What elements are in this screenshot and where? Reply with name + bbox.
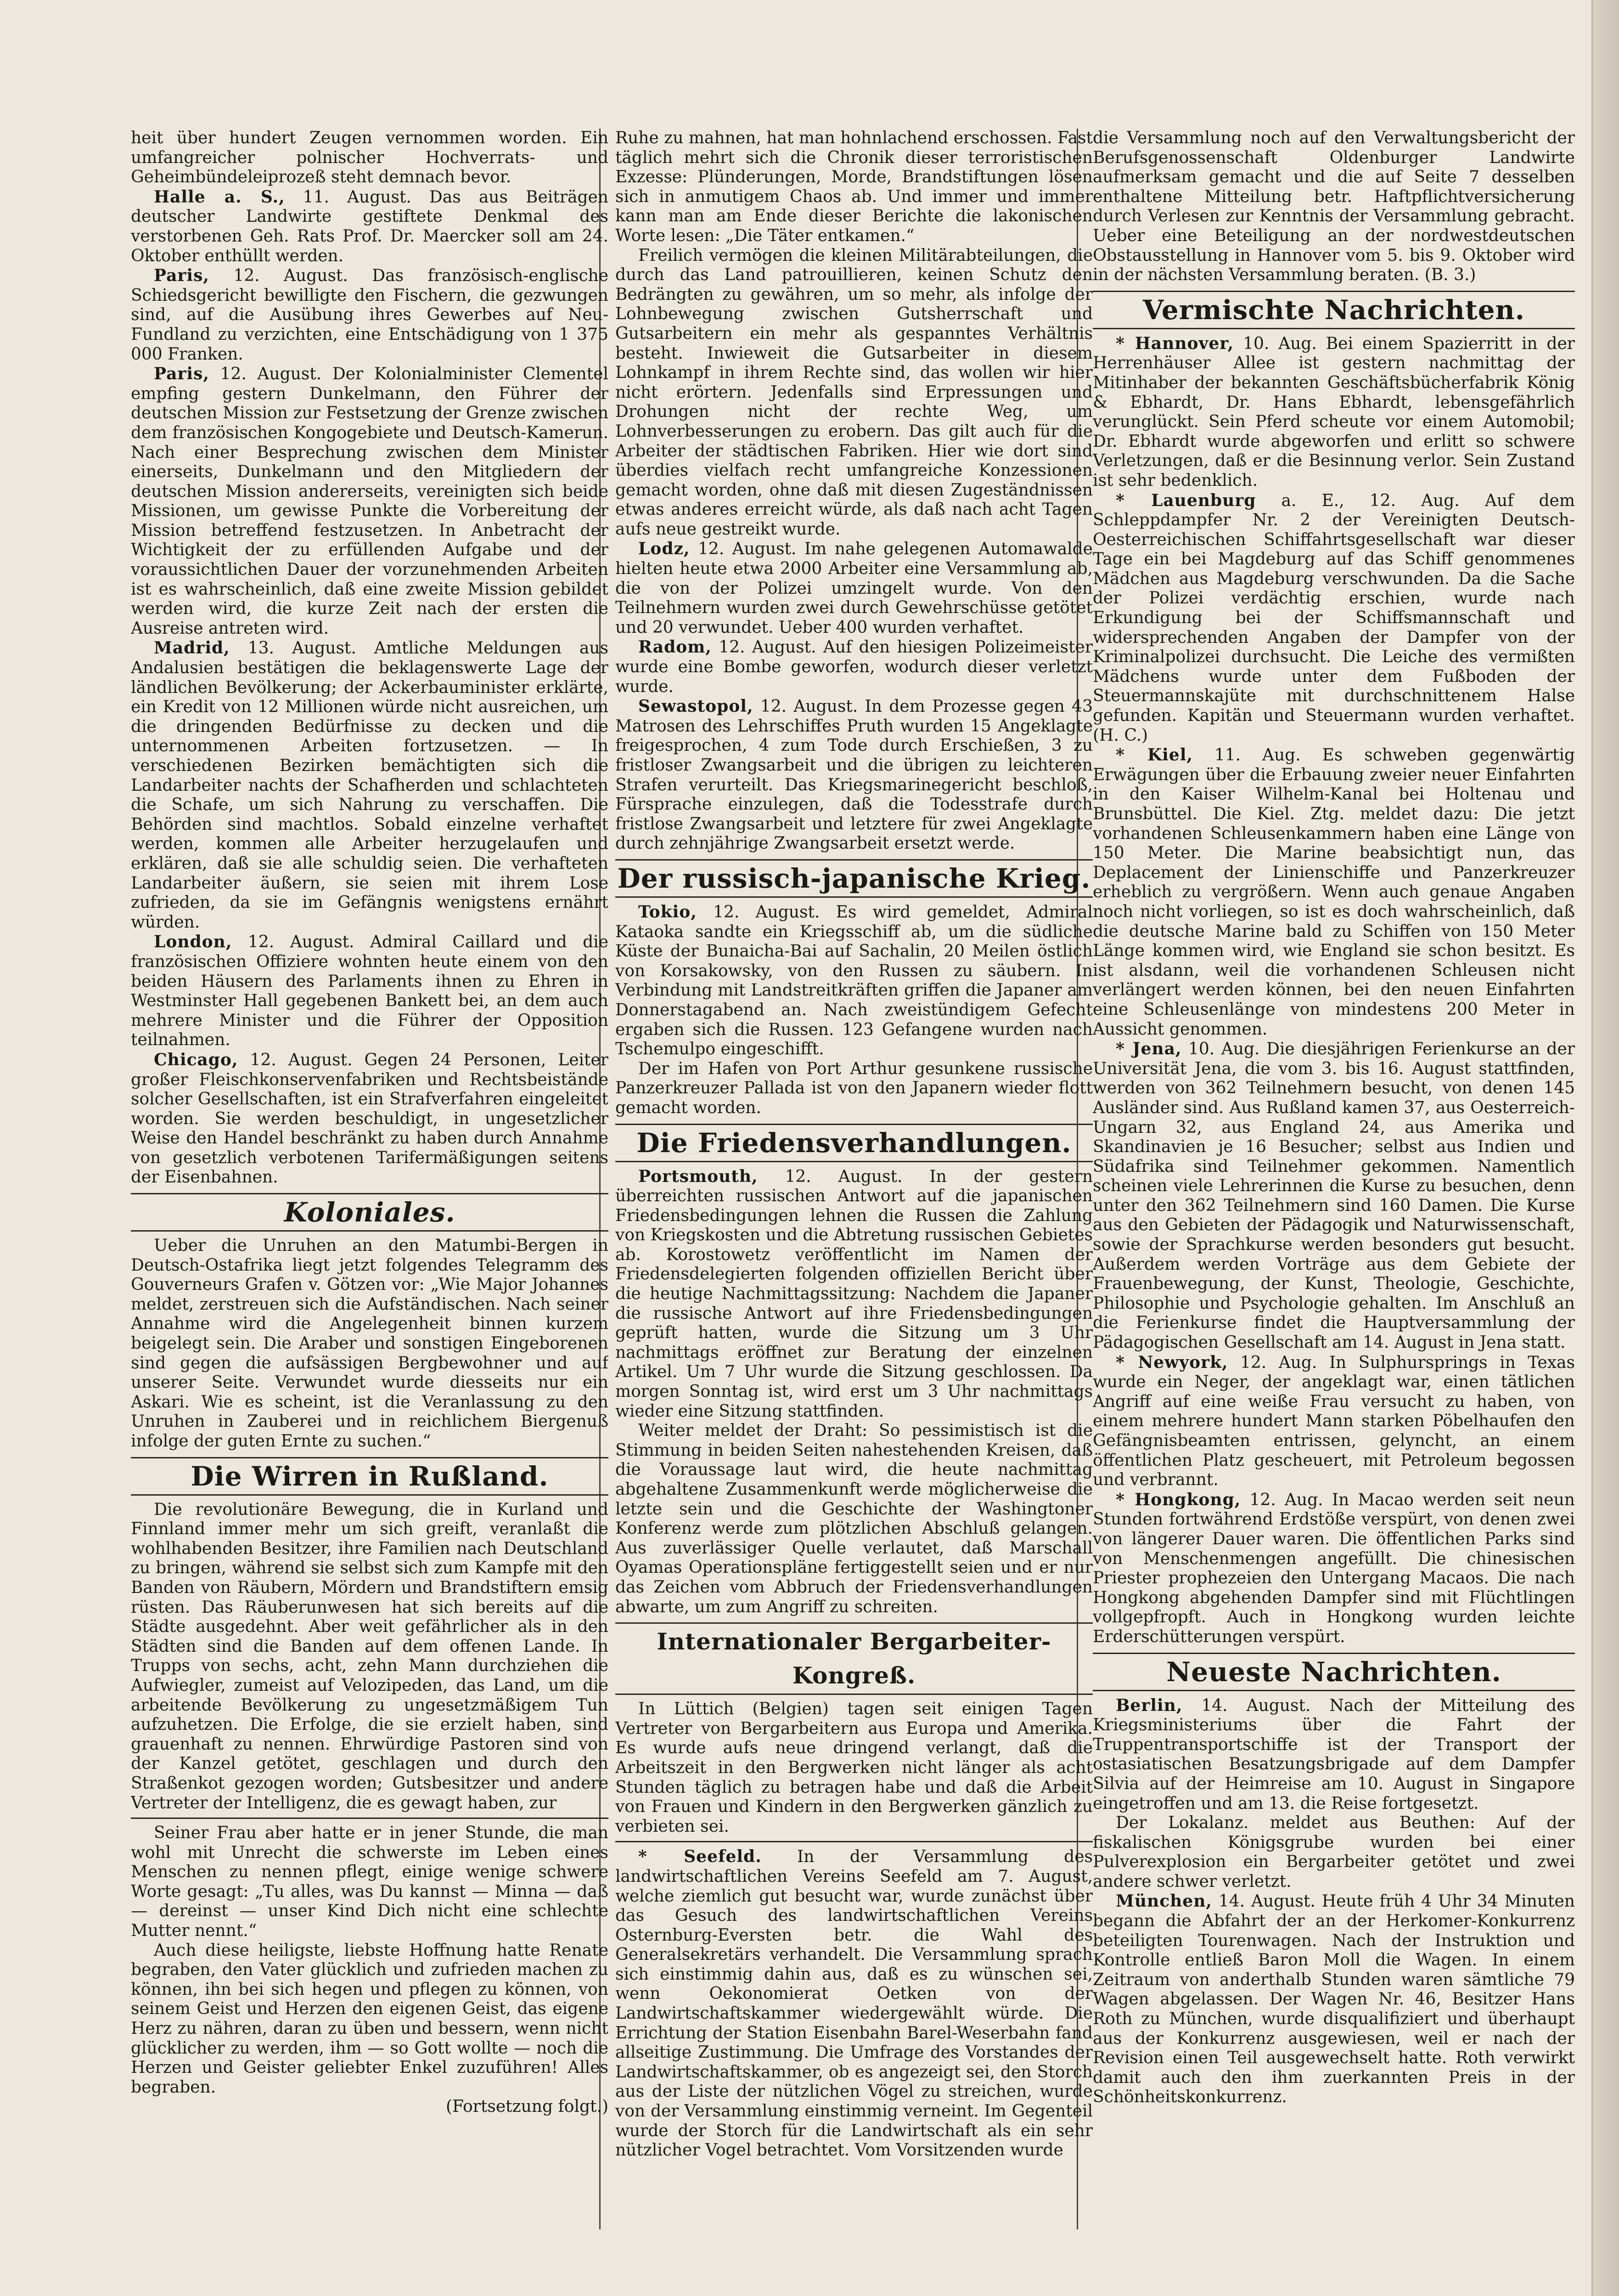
column-2 [615,129,1093,2234]
dateline-place: Paris, [154,266,209,286]
news-text: 10. Aug. Bei einem Spazierritt in der Herrenhäuser Allee ist gestern nachmittag der Mitinhaber der bekannten Geschäftsbücherfabrik König & Ebhardt, Dr. Hans Ebhardt, lebensgefährlich verunglückt. Sein Pferd scheute vor einem Automobil; Dr. Ebhardt wurde abgeworfen und erlitt so schwere Verletzungen, daß er die Besinnung verlor. Sein Zustand ist sehr bedenklich. [1093,334,1575,490]
news-text: 12. August. Gegen 24 Personen, Leiter großer Fleischkonservenfabriken und Rechtsbeistände solcher Gesellschaften, ist ein Strafverfahren eingeleitet worden. Sie werden beschuldigt, in ungesetzlicher Weise den Handel beschränkt zu haben durch Annahme von gesetzlich verbotenen Tarifermäßigungen seitens der Eisenbahnen. [131,1050,608,1187]
news-item-muenchen [1093,1891,1575,2107]
dateline-place: * Hongkong, [1116,1490,1241,1509]
dateline-place: * Kiel, [1116,745,1193,765]
news-text: 12. August. Der Kolonialminister Clementel empfing gestern Dunkelmann, den Führer der deutschen Mission zur Festsetzung der Grenze zwischen dem französischen Kongogebiete und Deutsch-Kamerun. Nach einer Besprechung zwischen dem Minister einerseits, Dunkelmann und den Mitgliedern der deutschen Mission andererseits, vereinigten sich beide Missionen, um gewisse Punkte die Vorbereitung der Mission betreffend festzusetzen. In Anbetracht der Wichtigkeit der zu erfüllenden Aufgabe und der voraussichtlichen Dauer der vorzunehmenden Arbeiten ist es wahrscheinlich, daß eine zweite Mission gebildet werden wird, die kurze Zeit nach der ersten die Ausreise antreten wird. [131,365,608,638]
section-rule [615,1841,1093,1842]
news-item-tokio [615,902,1093,1059]
news-item-paris-2 [131,364,608,638]
news-item-jena [1093,1039,1575,1353]
news-item-chicago [131,1050,608,1187]
feuilleton-rule [131,1818,608,1819]
news-item-kiel [1093,745,1575,1039]
news-item-hongkong [1093,1490,1575,1647]
dateline-place: * Jena, [1116,1039,1182,1059]
news-item-lokalanz: Der Lokalanz. meldet aus Beuthen: Auf der fiskalischen Königsgrube wurden bei einer Pulverexplosion ein Bergarbeiter getötet und zwei andere schwer verletzt. [1093,1813,1575,1891]
dateline-place: Tokio, [638,902,697,922]
news-item-madrid [131,638,608,932]
news-item-london [131,932,608,1050]
article-continuation: die Versammlung noch auf den Verwaltungsbericht der Berufsgenossenschaft Oldenburger Landwirte aufmerksam gemacht und die auf Seite 7 desselben enthaltene Mitteilung betr. Haftpflichtversicherung durch Verlesen zur Kenntnis der Versammlung gebracht. Ueber eine Beteiligung an der nordwestdeutschen Obstausstellung in Hannover vom 5. bis 9. Oktober wird in der nächsten Versammlung beraten. (B. 3.) [1093,129,1575,285]
news-text: 11. August. Das aus Beiträgen deutscher Landwirte gestiftete Denkmal des verstorbenen Geh. Rats Prof. Dr. Maercker soll am 24. Oktober enthüllt werden. [131,187,608,265]
column-1 [131,129,608,2234]
serial-paragraph: Auch diese heiligste, liebste Hoffnung hatte Renate begraben, den Vater glücklich und zufrieden machen zu können, ihn bei sich hegen und pflegen zu können, von seinem Geist und Herzen den eigenen Geist, das eigene Herz zu nähren, daran zu üben und bessern, wenn nicht glücklicher zu werden, ihm — so Gott wollte — noch die Herzen und Geister geliebter Enkel zuzuführen! Alles begraben. [131,1941,608,2097]
page-edge [1591,0,1619,2296]
dateline-place: London, [154,932,232,952]
news-item-lodz [615,539,1093,637]
news-item-hannover [1093,334,1575,491]
news-text: In der Versammlung des landwirtschaftlichen Vereins Seefeld am 7. August, welche ziemlich gut besucht war, wurde zunächst über das Gesuch des landwirtschaftlichen Vereins Osternburg-Eversten betr. die Wahl des Generalsekretärs verhandelt. Die Versammlung sprach sich einstimmig dahin aus, daß es zu wünschen sei, wenn Oekonomierat Oetken von der Landwirtschaftskammer wiedergewählt würde. Die Errichtung der Station Eisenbahn Barel-Weserbahn fand allseitige Zustimmung. Die Umfrage des Vorstandes der Landwirtschaftskammer, ob es angezeigt sei, den Storch aus der Liste der nützlichen Vögel zu streichen, wurde von der Versammlung einstimmig verneint. Im Gegenteil wurde der Storch für die Landwirtschaft als ein sehr nützlicher Vogel betrachtet. Vom Vorsitzenden wurde [615,1847,1093,2160]
news-text: 12. August. Es wird gemeldet, Admiral Kataoka sandte ein Kriegsschiff ab, um die südliche Küste der Bunaicha-Bai auf Sachalin, 20 Meilen östlich von Korsakowsky, von den Russen zu säubern. In Verbindung mit Landstreitkräften griffen die Japaner am Donnerstagabend an. Nach zweistündigem Gefecht ergaben sich die Russen. 123 Gefangene wurden nach Tschemulpo eingeschifft. [615,902,1093,1059]
dateline-place: Lodz, [638,539,690,559]
dateline-place: * Newyork, [1116,1352,1228,1372]
section-heading-vermischte: Vermischte Nachrichten. [1093,291,1575,329]
dateline-place: * Seefeld. [638,1847,762,1867]
news-item-halle [131,187,608,266]
dateline-place: Halle a. S., [154,187,285,207]
news-text: 12. Aug. In Macao werden seit neun Stunden fortwährend Erdstöße verspürt, von denen zwei von längerer Dauer waren. Die öffentlichen Parks sind von Menschenmengen angefüllt. Die chinesischen Priester prophezeien den Untergang Macaos. Die nach Hongkong abgehenden Dampfer sind mit Flüchtlingen vollgepfropft. Auch in Hongkong wurden leichte Erderschütterungen verspürt. [1093,1490,1575,1646]
dateline-place: Paris, [154,364,209,384]
section-heading-krieg: Der russisch-japanische Krieg. [615,859,1093,898]
article-continuation: heit über hundert Zeugen vernommen worden. Ein umfangreicher polnischer Hochverrats- und Geheimbündeleiprozeß steht demnach bevor. [131,129,608,187]
dateline-place: München, [1116,1891,1212,1911]
section-heading-frieden: Die Friedensverhandlungen. [615,1124,1093,1162]
news-text: a. E., 12. Aug. Auf dem Schleppdampfer Nr. 2 der Vereinigten Deutsch-Oesterreichischen Schiffahrtsgesellschaft war dieser Tage ein bei Magdeburg auf das Schiff genommenes Mädchen aus Magdeburg verschwunden. Da die Sache der Polizei verdächtig erschien, wurde nach Erkundigung bei der Schiffsmannschaft und widersprechenden Angaben der Dampfer von der Kriminalpolizei durchsucht. Die Leiche des vermißten Mädchens wurde unter dem Fußboden der Steuermannskajüte mit durchschnittenem Halse gefunden. Kapitän und Steuermann wurden verhaftet. (H. C.) [1093,491,1575,745]
dateline-place: Portsmouth, [638,1166,758,1186]
dateline-place: Radom, [638,637,712,657]
dateline-place: * Lauenburg [1116,490,1256,510]
news-text: 12. August. Auf den hiesigen Polizeimeister wurde eine Bombe geworfen, wodurch dieser verletzt wurde. [615,638,1093,696]
news-text: 11. Aug. Es schweben gegenwärtig Erwägungen über die Erbauung zweier neuer Einfahrten in den Kaiser Wilhelm-Kanal bei Holtenau und Brunsbüttel. Die Kiel. Ztg. meldet dazu: Die jetzt vorhandenen Schleusenkammern haben eine Länge von 150 Meter. Die Marine beabsichtigt nun, das Deplacement der Linienschiffe und Panzerkreuzer erheblich zu vergrößern. Wenn auch genaue Angaben noch nicht vorliegen, so ist es doch wahrscheinlich, daß die deutsche Marine bald zu Schiffen von 150 Meter Länge kommen wird, wie England sie schon besitzt. Es ist alsdann, weil die vorhandenen Schleusen nicht verlängert werden können, bei den neuen Einfahrten eine Schleusenlänge von mindestens 200 Meter in Aussicht genommen. [1093,746,1575,1039]
dateline-place: Berlin, [1116,1695,1183,1715]
dateline-place: Sewastopol, [638,697,753,716]
news-text: 12. August. Admiral Caillard und die französischen Offiziere wohnten heute einem von den beiden Häusern des Parlaments ihnen zu Ehren in Westminster Hall gegebenen Bankett bei, an dem auch mehrere Minister und die Führer der Opposition teilnahmen. [131,933,608,1050]
news-item-sewastopol [615,697,1093,854]
column-3 [1093,129,1575,2234]
news-item-portsmouth [615,1167,1093,1422]
news-item-paris-1 [131,266,608,364]
news-text: 14. August. Heute früh 4 Uhr 34 Minuten begann die Abfahrt der an der Herkomer-Konkurrenz beteiligten Tourenwagen. Nach der Instruktion und Kontrolle entließ Baron Moll die Wagen. In einem Zeitraum von anderthalb Stunden waren sämtliche 79 Wagen abgelassen. Der Wagen Nr. 46, Besitzer Hans Roth zu München, wurde disqualifiziert und überhaupt aus der Konkurrenz ausgewiesen, weil er nach der Revision einen Teil ausgewechselt hatte. Roth verwirkt damit auch den ihm zuerkannten Preis in der Schönheitskonkurrenz. [1093,1892,1575,2107]
article-paragraph: Der im Hafen von Port Arthur gesunkene russische Panzerkreuzer Pallada ist von den Japanern wieder flott gemacht worden. [615,1059,1093,1117]
dateline-place: Madrid, [154,638,230,658]
dateline-place: * Hannover, [1116,333,1234,353]
news-text: 12. Aug. In Sulphursprings in Texas wurde ein Neger, der angeklagt war, einen tätlichen Angriff auf eine weiße Frau versucht zu haben, von einem mehrere hundert Mann starken Pöbelhaufen den Gefängnisbeamten entrissen, gelyncht, an einem öffentlichen Platz gescheuert, mit Petroleum begossen und verbrannt. [1093,1353,1575,1490]
article-continuation: Ruhe zu mahnen, hat man hohnlachend erschossen. Fast täglich mehrt sich die Chronik dieser terroristischen Exzesse: Plünderungen, Morde, Brandstiftungen lösen sich in anmutigem Chaos ab. Und immer und immer kann man am Ende dieser Berichte die lakonischen Worte lesen: „Die Täter entkamen.“ [615,129,1093,245]
serial-continuation-note: (Fortsetzung folgt.) [446,2097,608,2116]
news-text: 12. August. Das französisch-englische Schiedsgericht bewilligte den Fischern, die gezwungen sind, auf die Ausübung ihres Gewerbes auf Neu-Fundland zu verzichten, eine Entschädigung von 1 375 000 Franken. [131,266,608,364]
news-text: 14. August. Nach der Mitteilung des Kriegsministeriums über die Fahrt der Truppentransportschiffe ist der Transport der ostasiatischen Besatzungsbrigade auf dem Dampfer Silvia auf der Heimreise am 10. August in Singapore eingetroffen und am 13. die Reise fortgesetzt. [1093,1696,1575,1813]
news-text: 10. Aug. Die diesjährigen Ferienkurse an der Universität Jena, die vom 3. bis 16. August stattfinden, werden von 362 Teilnehmern besucht, von denen 145 Ausländer sind. Aus Rußland kamen 37, aus Oesterreich-Ungarn 32, aus England 24, aus Amerika und Skandinavien je 16 Besucher; selbst aus Indien und Südafrika sind Teilnehmer gekommen. Namentlich scheinen viele Lehrerinnen die Kurse zu besuchen, denn unter den 362 Teilnehmern sind 160 Damen. Die Kurse aus den Gebieten der Pädagogik und Naturwissenschaft, sowie der Sprachkurse werden besonders gut besucht. Außerdem werden Vorträge aus dem Gebiete der Frauenbewegung, der Kunst, Theologie, Geschichte, Philosophie und Psychologie gehalten. Im Anschluß an die Ferienkurse findet die Hauptversammlung der Pädagogischen Gesellschaft am 14. August in Jena statt. [1093,1040,1575,1352]
section-heading-koloniales: Koloniales. [131,1193,608,1232]
news-text: 12. August. In der gestern überreichten russischen Antwort auf die japanischen Friedensbedingungen lehnen die Russen die Zahlung von Kriegskosten und die Abtretung russischen Gebietes ab. Korostowetz veröffentlicht im Namen der Friedensdelegierten folgenden offiziellen Bericht über die heutige Nachmittagssitzung: Nachdem die Japaner die russische Antwort auf ihre Friedensbedingungen geprüft hatten, wurde die Sitzung um 3 Uhr nachmittags eröffnet zur Beratung der einzelnen Artikel. Um 7 Uhr wurde die Sitzung geschlossen. Da morgen Sonntag ist, wird erst um 3 Uhr nachmittags wieder eine Sitzung stattfinden. [615,1167,1093,1421]
article-paragraph: Weiter meldet der Draht: So pessimistisch ist die Stimmung in beiden Seiten nahestehenden Kreisen, daß die Voraussage laut wird, die heute nachmittag abgehaltene Zusammenkunft werde möglicherweise die letzte sein und die Geschichte der Washingtoner Konferenz werde zum plötzlichen Abschluß gelangen. Aus zuverlässiger Quelle verlautet, daß Marschall Oyamas Operationspläne fertiggestellt seien und er nur das Zeichen vom Abbruch der Friedensverhandlungen abwarte, um zum Angriff zu schreiten. [615,1421,1093,1616]
article-koloniales: Ueber die Unruhen an den Matumbi-Bergen in Deutsch-Ostafrika liegt jetzt folgendes Telegramm des Gouverneurs Grafen v. Götzen vor: „Wie Major Johannes meldet, zerstreuen sich die Aufständischen. Nach seiner Annahme wird die Angelegenheit binnen kurzem beigelegt sein. Die Araber und sonstigen Eingeborenen sind gegen die aufsässigen Bergbewohner und auf unserer Seite. Verwundet wurde diesseits nur ein Askari. Wie es scheint, ist die Veranlassung zu den Unruhen in Zauberei und in reichlichem Biergenuß infolge der guten Ernte zu suchen.“ [131,1236,608,1451]
news-item-berlin [1093,1696,1575,1814]
serial-paragraph: Seiner Frau aber hatte er in jener Stunde, die man wohl mit Unrecht die schwerste im Leben eines Menschen zu nennen pflegt, einige wenige schwere Worte gesagt: „Tu alles, was Du kannst — Minna — daß — dereinst — unser Kind Dich nicht eine schlechte Mutter nennt.“ [131,1823,608,1941]
article-bergarbeiter: In Lüttich (Belgien) tagen seit einigen Tagen Vertreter von Bergarbeitern aus Europa und Amerika. Es wurde aufs neue dringend verlangt, daß die Arbeitszeit in den Bergwerken nicht länger als acht Stunden täglich zu betragen habe und daß die Arbeit von Frauen und Kindern in den Bergwerken gänzlich zu verbieten sei. [615,1699,1093,1836]
news-item-newyork [1093,1353,1575,1490]
dateline-place: Chicago, [154,1050,238,1069]
section-heading-bergarbeiter: Internationaler Bergarbeiter-Kongreß. [615,1622,1093,1695]
news-item-lauenburg [1093,491,1575,746]
news-item-radom [615,637,1093,697]
news-text: 12. August. In dem Prozesse gegen 43 Matrosen des Lehrschiffes Pruth wurden 15 Angeklagte freigesprochen, 4 zum Tode durch Erschießen, 3 zu fristloser Zwangsarbeit und die übrigen zu leichteren Strafen verurteilt. Das Kriegsmarinegericht beschloß, Fürsprache einzulegen, daß die Todesstrafe durch fristlose Zwangsarbeit und letztere für zwei Angeklagte durch zehnjährige Zwangsarbeit ersetzt werde. [615,697,1093,853]
section-heading-neueste: Neueste Nachrichten. [1093,1653,1575,1691]
news-item-seefeld [615,1847,1093,2161]
news-text: 12. August. Im nahe gelegenen Automawalde hielten heute etwa 2000 Arbeiter eine Versammlung ab, die von der Polizei umzingelt wurde. Von den Teilnehmern wurden zwei durch Gewehrschüsse getötet und 20 verwundet. Ueber 400 wurden verhaftet. [615,540,1093,637]
article-paragraph: Freilich vermögen die kleinen Militärabteilungen, die durch das Land patrouillieren, keinen Schutz den Bedrängten zu gewähren, um so mehr, als infolge der Lohnbewegung zwischen Gutsherrschaft und Gutsarbeitern ein mehr als gespanntes Verhältnis besteht. Inwieweit die Gutsarbeiter in diesem Lohnkampf in ihrem Rechte sind, das wollen wir hier nicht erörtern. Jedenfalls sind Erpressungen und Drohungen nicht der rechte Weg, um Lohnverbesserungen zu erobern. Das gilt auch für die Arbeiter der städtischen Fabriken. Hier wie dort sind überdies vielfach recht umfangreiche Konzessionen gemacht worden, ohne daß mit diesen Zugeständnissen etwas anderes erreicht würde, als daß nach acht Tagen aufs neue gestreikt wurde. [615,246,1093,539]
section-heading-wirren: Die Wirren in Rußland. [131,1457,608,1496]
news-text: 13. August. Amtliche Meldungen aus Andalusien bestätigen die beklagenswerte Lage der ländlichen Bevölkerung; der Ackerbauminister erklärte, ein Kredit von 12 Millionen würde nicht ausreichen, um die dringenden Bedürfnisse zu decken und die unternommenen Arbeiten fortzusetzen. — In verschiedenen Bezirken bemächtigten sich die Landarbeiter nachts der Schafherden und schlachteten die Schafe, um sich Nahrung zu verschaffen. Die Behörden sind machtlos. Sobald einzelne verhaftet werden, kommen alle Arbeiter herzugelaufen und erklären, daß sie alle schuldig seien. Die verhafteten Landarbeiter äußern, sie seien mit ihrem Lose zufrieden, da sie im Gefängnis wenigstens ernährt würden. [131,639,608,932]
article-wirren: Die revolutionäre Bewegung, die in Kurland und Finnland immer mehr um sich greift, veranlaßt die wohlhabenden Besitzer, ihre Familien nach Deutschland zu bringen, während sie selbst sich zum Kampfe mit den Banden von Räubern, Mördern und Brandstiftern emsig rüsten. Das Räuberunwesen hat sich bereits auf die Städte ausgedehnt. Aber weit gefährlicher als in den Städten sind die Banden auf dem offenen Lande. In Trupps von sechs, acht, zehn Mann durchziehen die Aufwiegler, zumeist auf Velozipeden, das Land, um die arbeitende Bevölkerung zu ungesetzmäßigem Tun aufzuhetzen. Die Erfolge, die sie erzielt haben, sind grauenhaft zu nennen. Ehrwürdige Pastoren sind von der Kanzel getötet, geschlagen und durch den Straßenkot gezogen worden; Gutsbesitzer und andere Vertreter der Intelligenz, die es gewagt haben, zur [131,1500,608,1812]
